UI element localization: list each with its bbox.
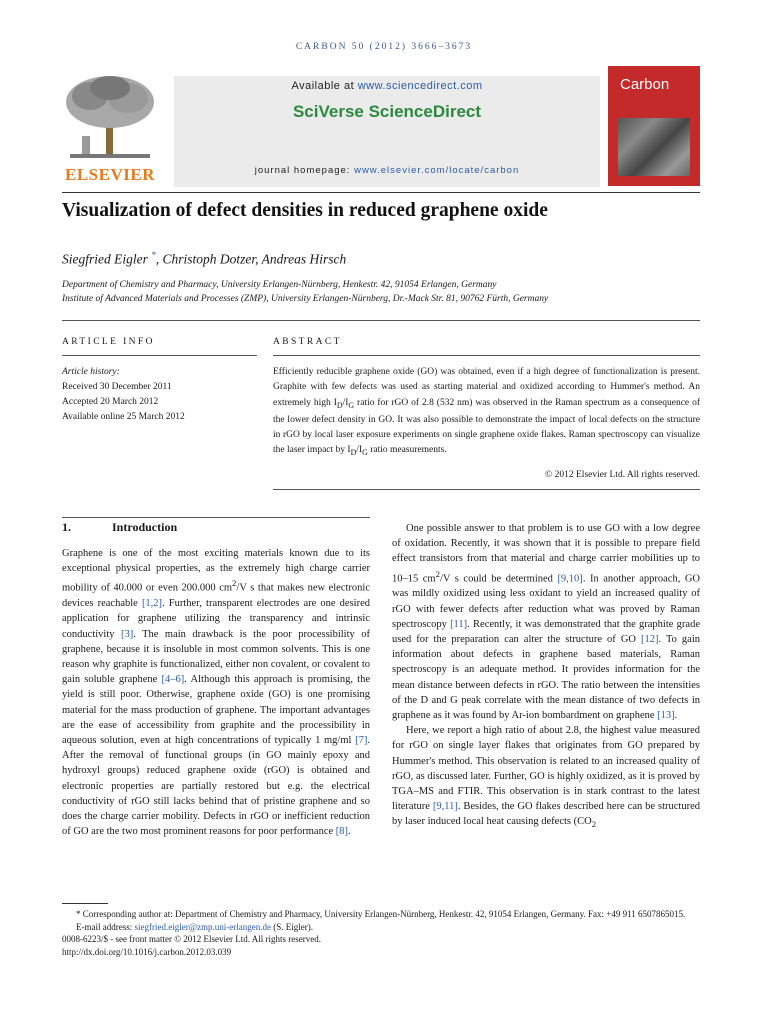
abstract-divider [273, 355, 700, 356]
history-label: Article history: [62, 367, 120, 377]
left-column-text [62, 546, 370, 839]
journal-homepage-link[interactable]: www.elsevier.com/locate/carbon [354, 165, 520, 176]
text-run: . To gain information about defects in graphene based materials, Raman spectroscopy is an adequate method. It provides information for the mean distance between defects in rGO. The ratio between the intensities of the D and G peak correlate with the mean distance of two defects in graphene as it was found by Ar-ion bombardment on graphene [392, 633, 700, 721]
email-label: E-mail address: [76, 921, 135, 932]
homepage-prefix: journal homepage: [254, 165, 355, 176]
citation-link[interactable]: [8] [335, 826, 349, 838]
article-info-heading: ARTICLE INFO [62, 337, 155, 347]
journal-cover-image [608, 66, 700, 186]
paragraph [62, 546, 370, 839]
text-run: . In another approach, GO was mildly oxidized using less oxidant to yield an increased quality of rGO with fewer defects after reduction what was proved by Raman spectroscopy [392, 573, 701, 630]
text-run: . After the removal of functional groups (in GO mainly epoxy and hydroxyl groups) reduced graphene oxide (rGO) is obtained and electronic properties are partially restored but e.g. the electrical conductivity of rGO still lacks behind that of pristine graphene and so does the charge carrier mobility. Defects in rGO or inefficient reduction of GO are the two most prominent reasons for poor performance [62, 734, 370, 838]
abstract-part-b: ratio for rGO of 2.8 (532 nm) was observed in the Raman spectrum as a consequence of the lower defect density in GO. It was also possible to demonstrate the impact of local defects on the structure in rGO by local laser exposure experiments on single graphene oxide flakes. Raman spectroscopy can visualize the laser impact by I [273, 397, 700, 456]
text-run: . [348, 826, 351, 838]
abstract-text [273, 365, 700, 461]
paragraph [392, 723, 700, 833]
citation-link[interactable]: [9,10] [557, 573, 583, 585]
available-prefix: Available at [291, 80, 358, 92]
footnote-divider [62, 903, 108, 904]
cover-artwork [618, 118, 690, 176]
superscript: 2 [435, 568, 440, 579]
subscript-g: G [348, 400, 355, 410]
text-run: . The main drawback is the poor processibility of graphene, because it is insoluble in most common solvents. This is one reason why graphite is functionalized, either non covalent, or covalent to gain soluble graphene [62, 628, 370, 686]
email-suffix: (S. Eigler). [270, 921, 313, 932]
email-footnote [62, 921, 702, 934]
abstract-slash: /I [342, 397, 349, 408]
email-link[interactable]: siegfried.eigler@zmp.uni-erlangen.de [134, 921, 271, 932]
citation-link[interactable]: [9,11] [432, 801, 458, 813]
abstract-part-a: Efficiently reducible graphene oxide (GO) was obtained, even if a high degree of functionalization is present. Graphite with few defects was used as starting material and oxidized according to Hummer's method. An extremely high I [273, 367, 700, 408]
section-divider [62, 320, 700, 321]
affiliations [62, 278, 722, 306]
sciencedirect-link[interactable]: www.sciencedirect.com [357, 80, 483, 92]
citation-link[interactable]: [4–6] [161, 674, 185, 686]
accepted-date: Accepted 20 March 2012 [62, 397, 159, 407]
corresponding-author-mark[interactable]: * [151, 250, 156, 260]
issn-line: 0008-6223/$ - see front matter © 2012 Elsevier Ltd. All rights reserved. [62, 934, 322, 945]
citation-link[interactable]: [1,2] [141, 598, 163, 610]
text-run: /V s could be determined [439, 573, 558, 585]
affiliation-2: Institute of Advanced Materials and Processes (ZMP), University Erlangen-Nürnberg, Dr.-Mack Str. 81, 90762 Fürth, Germany [62, 294, 549, 304]
citation-link[interactable]: [13] [657, 709, 675, 721]
text-run: . [674, 709, 678, 721]
text-run: Here, we report a high ratio of about 2.8, the highest value measured for rGO on single layer flakes that originates from GO prepared by Hummer's method. This observation is related to an increased quality of rGO, as discussed later. Further, GO is highly oxidized, as it is proved by TGA–MS and FTIR. This observation is in stark contrast to the latest literature [392, 725, 700, 813]
publisher-wordmark: ELSEVIER [65, 165, 155, 184]
section-title: Introduction [112, 520, 178, 534]
text-run: . Recently, it was demonstrated that the graphite grade used for the preparation can alter the structure of GO [392, 618, 700, 645]
text-run: . Besides, the GO flakes described here can be structured by laser induced local heat causing defects (CO [392, 801, 700, 828]
text-run: . Further, transparent electrodes are one desired application for graphene utilizing the transparency and intrinsic conductivity [62, 598, 370, 640]
abstract-bottom-divider [273, 489, 700, 490]
citation-link[interactable]: [11] [450, 618, 468, 630]
citation-link[interactable]: [3] [120, 628, 134, 640]
article-history [62, 365, 262, 425]
citation-link[interactable]: [7] [355, 734, 368, 746]
journal-reference: CARBON 50 (2012) 3666–3673 [295, 42, 473, 52]
text-run: . Although this approach is promising, the yield is still poor. Otherwise, graphene oxide (GO) is one promising material for the mass production of graphene. The important advantages are the ease of accessibility from graphite and the processibility in aqueous solution, even at high concentrations of typically 1 mg/ml [62, 674, 371, 746]
section-heading-rule [62, 517, 370, 518]
abstract-slash-2: /I [356, 445, 363, 456]
cover-title: Carbon [620, 76, 670, 93]
sciverse-brand: SciVerse ScienceDirect [292, 102, 482, 121]
subscript-d: D [336, 400, 343, 410]
online-date: Available online 25 March 2012 [62, 412, 185, 422]
subscript: 2 [591, 819, 597, 830]
article-title: Visualization of defect densities in reduced graphene oxide [62, 200, 548, 221]
right-column-text [392, 521, 700, 833]
abstract-copyright: © 2012 Elsevier Ltd. All rights reserved. [545, 470, 700, 480]
citation-link[interactable]: [12] [641, 633, 659, 645]
subscript-d-2: D [350, 448, 357, 458]
paragraph [392, 521, 700, 723]
corresponding-footnote: * Corresponding author at: Department of Chemistry and Pharmacy, University Erlangen-Nürnberg, Henkestr. 42, 91054 Erlangen, Germany. Fax: +49 911 6507865015. [76, 909, 686, 919]
received-date: Received 30 December 2011 [62, 382, 172, 392]
section-heading [62, 520, 177, 535]
footnotes [62, 908, 702, 958]
abstract-heading: ABSTRACT [273, 337, 342, 347]
abstract-part-c: ratio measurements. [367, 445, 447, 456]
author-rest: , Christoph Dotzer, Andreas Hirsch [155, 251, 347, 267]
author-list [62, 250, 722, 268]
superscript: 2 [232, 578, 237, 589]
affiliation-1: Department of Chemistry and Pharmacy, University Erlangen-Nürnberg, Henkestr. 42, 91054 Erlangen, Germany [62, 280, 497, 290]
section-number: 1. [62, 520, 71, 534]
author-first: Siegfried Eigler [62, 251, 148, 267]
available-line [174, 80, 600, 92]
doi-link[interactable]: http://dx.doi.org/10.1016/j.carbon.2012.03.039 [62, 946, 232, 957]
journal-homepage-line [174, 165, 600, 176]
subscript-g-2: G [362, 448, 368, 458]
header-divider [62, 192, 700, 193]
text-run: /V s that makes new electronic devices reachable [62, 582, 370, 610]
text-run: Graphene is one of the most exciting materials known due to its exceptional physical properties, as the extremely high charge carrier mobility of 40.000 or even 200.000 cm [62, 548, 370, 594]
text-run: One possible answer to that problem is to use GO with a low degree of oxidation. Recently, it was shown that it is possible to prepare field effect transistors from that material and charge carrier mobilities up to 10–15 cm [392, 523, 700, 585]
article-info-divider [62, 355, 257, 356]
